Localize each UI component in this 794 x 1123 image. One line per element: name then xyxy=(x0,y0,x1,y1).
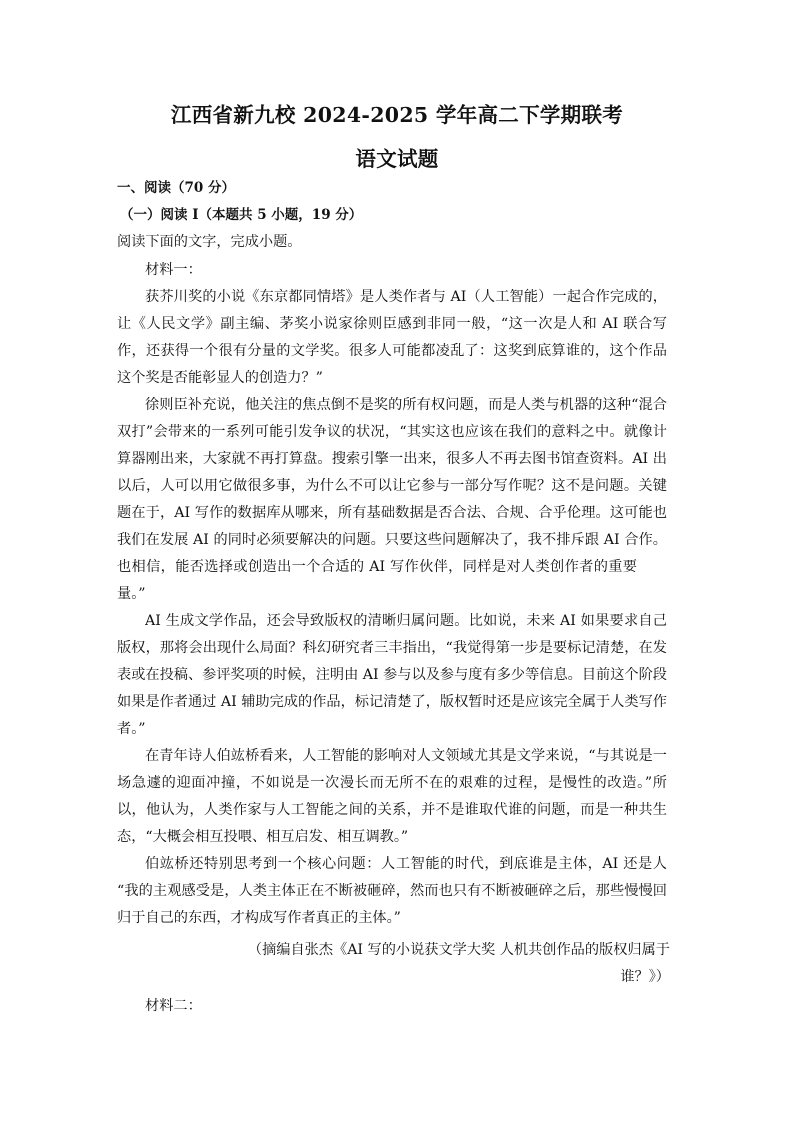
paragraph-line: 态，“大概会相互投喂、相互启发、相互调教。” xyxy=(117,829,409,845)
paragraph-line: 题在于，AI 写作的数据库从哪来，所有基础数据是否合法、合规、合乎伦理。这可能也 xyxy=(117,505,667,521)
section-subheading: （一）阅读 I（本题共 5 小题，19 分） xyxy=(120,207,363,223)
instruction-text: 阅读下面的文字，完成小题。 xyxy=(117,234,302,250)
paragraph-line: 这个奖是否能彰显人的创造力？” xyxy=(117,370,323,386)
paragraph-line: 量。” xyxy=(117,586,146,602)
paragraph-line: 作，还获得一个很有分量的文学奖。很多人可能都凌乱了：这奖到底算谁的，这个作品 xyxy=(117,343,667,359)
paragraph-line: “我的主观感受是，人类主体正在不断被砸碎，然而也只有不断被砸碎之后，那些慢慢回 xyxy=(117,883,667,899)
paragraph-line: 伯竑桥还特别思考到一个核心问题：人工智能的时代，到底谁是主体，AI 还是人 xyxy=(145,856,667,872)
source-citation: （摘编自张杰《AI 写的小说获文学大奖 人机共创作品的版权归属于 xyxy=(247,942,670,958)
paragraph-line: 也相信，能否选择或创造出一个合适的 AI 写作伙伴，同样是对人类创作者的重要 xyxy=(117,559,637,575)
material-label: 材料二： xyxy=(145,998,202,1014)
paragraph-line: 版权，那将会出现什么局面？科幻研究者三丰指出，“我觉得第一步是要标记清楚，在发 xyxy=(117,640,667,656)
exam-subtitle: 语文试题 xyxy=(355,147,439,171)
paragraph-line: 算器刚出来，大家就不再打算盘。搜索引擎一出来，很多人不再去图书馆查资料。AI 出 xyxy=(117,451,667,467)
paragraph-line: 归于自己的东西，才构成写作者真正的主体。” xyxy=(117,910,401,926)
section-heading: 一、阅读（70 分） xyxy=(117,180,235,196)
paragraph-line: AI 生成文学作品，还会导致版权的清晰归属问题。比如说，未来 AI 如果要求自己 xyxy=(145,613,667,629)
paragraph-line: 徐则臣补充说，他关注的焦点倒不是奖的所有权问题，而是人类与机器的这种“混合 xyxy=(145,397,667,413)
paragraph-line: 在青年诗人伯竑桥看来，人工智能的影响对人文领域尤其是文学来说，“与其说是一 xyxy=(145,748,667,764)
paragraph-line: 者。” xyxy=(117,721,146,737)
source-citation-end: 谁？》） xyxy=(620,969,670,985)
paragraph-line: 我们在发展 AI 的同时必须要解决的问题。只要这些问题解决了，我不排斥跟 AI 合作。 xyxy=(117,532,667,548)
paragraph-line: 场急遽的迎面冲撞，不如说是一次漫长而无所不在的艰难的过程，是慢性的改造。”所 xyxy=(117,775,667,791)
paragraph-line: 以后，人可以用它做很多事，为什么不可以让它参与一部分写作呢？这不是问题。关键 xyxy=(117,478,667,494)
paragraph-line: 获芥川奖的小说《东京都同情塔》是人类作者与 AI（人工智能）一起合作完成的， xyxy=(145,289,667,305)
exam-title: 江西省新九校 2024-2025 学年高二下学期联考 xyxy=(170,103,624,127)
paragraph-line: 双打”会带来的一系列可能引发争议的状况，“其实这也应该在我们的意料之中。就像计 xyxy=(117,424,667,440)
paragraph-line: 以，他认为，人类作家与人工智能之间的关系，并不是谁取代谁的问题，而是一种共生 xyxy=(117,802,667,818)
paragraph-line: 让《人民文学》副主编、茅奖小说家徐则臣感到非同一般，“这一次是人和 AI 联合写 xyxy=(117,316,667,332)
paragraph-line: 表或在投稿、参评奖项的时候，注明由 AI 参与以及参与度有多少等信息。目前这个阶段 xyxy=(117,667,667,683)
material-label: 材料一： xyxy=(145,262,202,278)
paragraph-line: 如果是作者通过 AI 辅助完成的作品，标记清楚了，版权暂时还是应该完全属于人类写作 xyxy=(117,694,667,710)
